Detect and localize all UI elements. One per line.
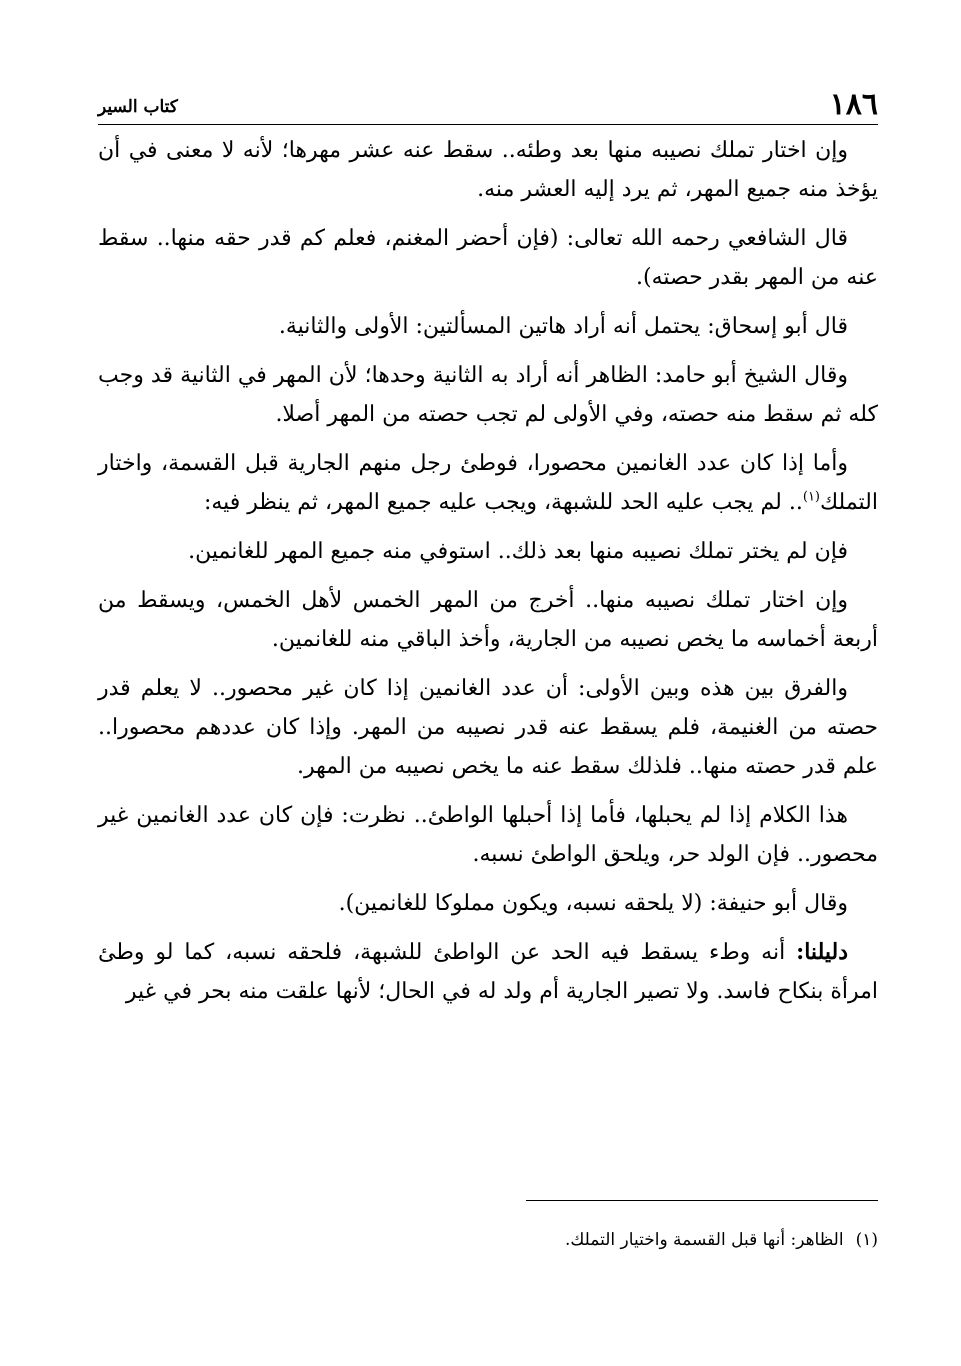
paragraph: [98, 933, 878, 1011]
paragraph-text: هذا الكلام إذا لم يحبلها، فأما إذا أحبلها الواطئ.. نظرت: فإن كان عدد الغانمين غير محصور.. فإن الولد حر، ويلحق الواطئ نسبه.: [98, 803, 878, 867]
header-rule: [98, 124, 878, 125]
page-header: [98, 80, 878, 124]
paragraph: [98, 669, 878, 786]
paragraph: [98, 532, 878, 571]
paragraph-text: وقال الشيخ أبو حامد: الظاهر أنه أراد به الثانية وحدها؛ لأن المهر في الثانية قد وجب كله ثم سقط منه حصته، وفي الأولى لم تجب حصته من المهر أصلا.: [98, 363, 878, 427]
paragraph-text: قال الشافعي رحمه الله تعالى: (فإن أحضر المغنم، فعلم كم قدر حقه منها.. سقط عنه من المهر بقدر حصته).: [98, 226, 878, 290]
paragraph-text: .. لم يجب عليه الحد للشبهة، ويجب عليه جميع المهر، ثم ينظر فيه:: [203, 490, 803, 515]
paragraph-text: وقال أبو حنيفة: (لا يلحقه نسبه، ويكون مملوكا للغانمين).: [338, 891, 848, 916]
paragraph: [98, 444, 878, 522]
running-title: كتاب السير: [98, 97, 178, 117]
footnote-reference: (١): [802, 489, 820, 505]
paragraph: [98, 356, 878, 434]
body-text: [98, 131, 878, 1011]
paragraph: [98, 884, 878, 923]
paragraph-text: وأما إذا كان عدد الغانمين محصورا، فوطئ رجل منهم الجارية قبل القسمة، واختار التملك: [98, 451, 878, 515]
paragraph-text: فإن لم يختر تملك نصيبه منها بعد ذلك.. استوفي منه جميع المهر للغانمين.: [188, 539, 848, 564]
paragraph: [98, 796, 878, 874]
paragraph: [98, 581, 878, 659]
page-content: [98, 80, 878, 1021]
paragraph: [98, 307, 878, 346]
paragraph: [98, 219, 878, 297]
footnote-rule: [526, 1200, 878, 1201]
paragraph-text: قال أبو إسحاق: يحتمل أنه أراد هاتين المسألتين: الأولى والثانية.: [278, 314, 848, 339]
paragraph-text: والفرق بين هذه وبين الأولى: أن عدد الغانمين إذا كان غير محصور.. لا يعلم قدر حصته من الغنيمة، فلم يسقط عنه قدر نصيبه من المهر. وإذا كان عددهم محصورا.. علم قدر حصته منها.. فلذلك سقط عنه ما يخص نصيبه من المهر.: [98, 676, 879, 779]
footnote: [98, 1227, 878, 1253]
paragraph-text: أنه وطء يسقط فيه الحد عن الواطئ للشبهة، فلحقه نسبه، كما لو وطئ امرأة بنكاح فاسد. ولا تصير الجارية أم ولد له في الحال؛ لأنها علقت منه بحر في غير: [98, 940, 878, 1004]
footnote-text: الظاهر: أنها قبل القسمة واختيار التملك.: [564, 1230, 844, 1250]
paragraph-text: وإن اختار تملك نصيبه منها.. أخرج من المهر الخمس لأهل الخمس، ويسقط من أربعة أخماسه ما يخص نصيبه من الجارية، وأخذ الباقي منه للغانمين.: [98, 588, 878, 652]
paragraph-text: وإن اختار تملك نصيبه منها بعد وطئه.. سقط عنه عشر مهرها؛ لأنه لا معنى في أن يؤخذ منه جميع المهر، ثم يرد إليه العشر منه.: [98, 138, 878, 202]
page-number: ١٨٦: [829, 87, 878, 122]
footnote-number: (١): [855, 1230, 878, 1250]
paragraph-lead: دليلنا:: [796, 939, 848, 965]
footnote-area: [98, 1200, 878, 1253]
paragraph: [98, 131, 878, 209]
